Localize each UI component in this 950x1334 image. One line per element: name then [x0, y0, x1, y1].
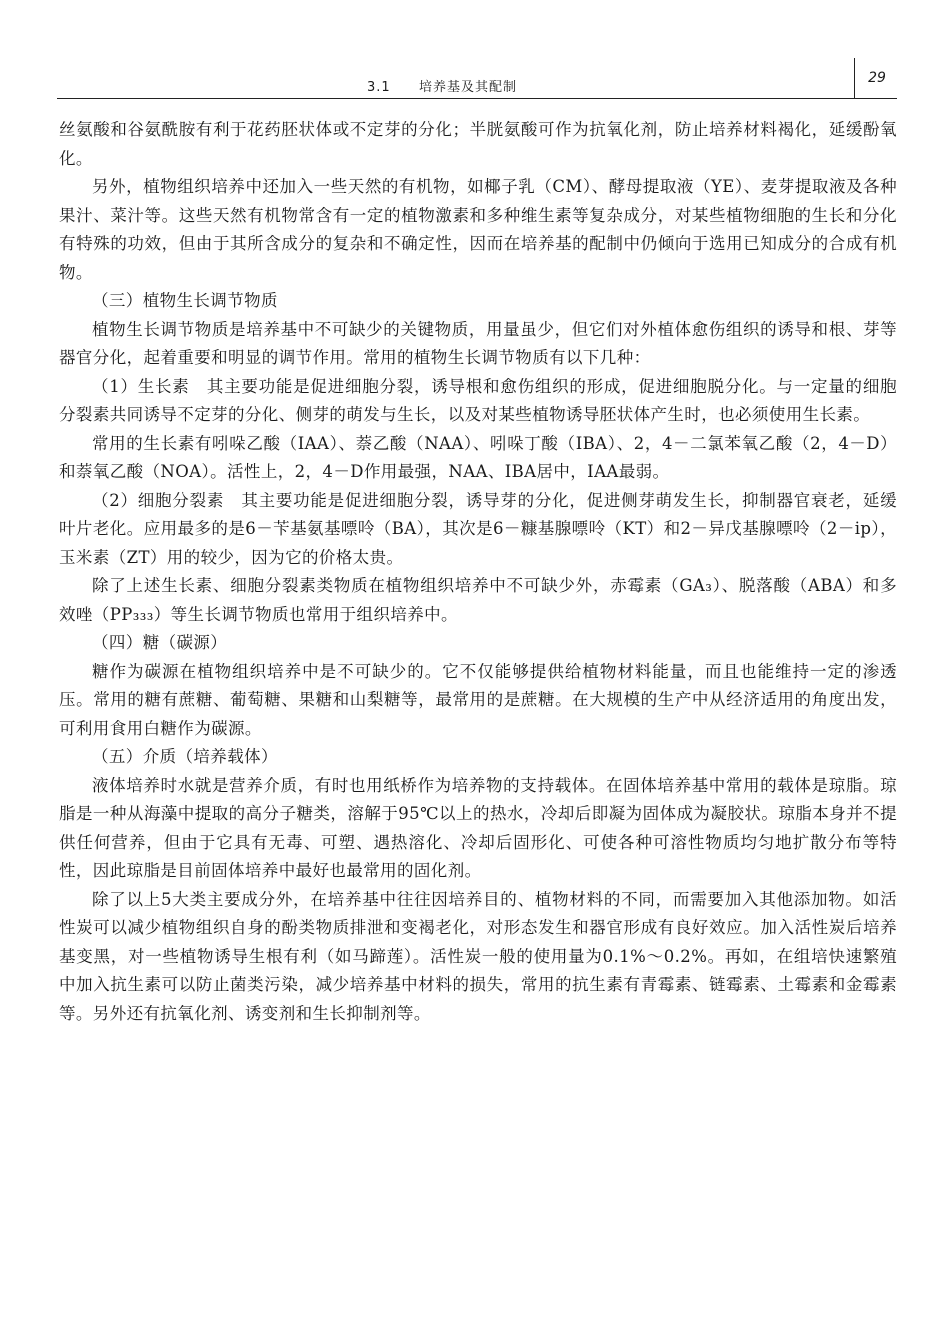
section-title: 培养基及其配制 — [418, 80, 517, 95]
paragraph: 除了上述生长素、细胞分裂素类物质在植物组织培养中不可缺少外，赤霉素（GA₃）、脱落酸（ABA）和多效唑（PP₃₃₃）等生长调节物质也常用于组织培养中。 — [59, 576, 897, 624]
subsection-heading: （三）植物生长调节物质 — [92, 291, 278, 310]
subsection-heading: （五）介质（培养载体） — [92, 747, 278, 766]
section-number: 3.1 — [367, 80, 391, 95]
body-text — [59, 116, 897, 1028]
header-section-title — [367, 76, 517, 95]
page-number: 29 — [854, 58, 899, 98]
paragraph: （2）细胞分裂素 其主要功能是促进细胞分裂，诱导芽的分化，促进侧芽萌发生长，抑制器官衰老，延缓叶片老化。应用最多的是6－苄基氨基嘌呤（BA），其次是6－糠基腺嘌呤（KT）和2－异戊基腺嘌呤（2－ip），玉米素（ZT）用的较少，因为它的价格太贵。 — [59, 490, 897, 567]
paragraph: 丝氨酸和谷氨酰胺有利于花药胚状体或不定芽的分化；半胱氨酸可作为抗氧化剂，防止培养材料褐化，延缓酚氧化。 — [59, 120, 897, 168]
paragraph: 液体培养时水就是营养介质，有时也用纸桥作为培养物的支持载体。在固体培养基中常用的载体是琼脂。琼脂是一种从海藻中提取的高分子糖类，溶解于95℃以上的热水，冷却后即凝为固体成为凝胶状。琼脂本身并不提供任何营养，但由于它具有无毒、可塑、遇热溶化、冷却后固形化、可使各种可溶性物质均匀地扩散分布等特性，因此琼脂是目前固体培养中最好也最常用的固化剂。 — [59, 775, 897, 880]
paragraph: 另外，植物组织培养中还加入一些天然的有机物，如椰子乳（CM）、酵母提取液（YE）、麦芽提取液及各种果汁、菜汁等。这些天然有机物常含有一定的植物激素和多种维生素等复杂成分，对某些植物细胞的生长和分化有特殊的功效，但由于其所含成分的复杂和不确定性，因而在培养基的配制中仍倾向于选用已知成分的合成有机物。 — [59, 177, 897, 282]
paragraph: 除了以上5大类主要成分外，在培养基中往往因培养目的、植物材料的不同，而需要加入其他添加物。如活性炭可以减少植物组织自身的酚类物质排泄和变褐老化，对形态发生和器官形成有良好效应。加入活性炭后培养基变黑，对一些植物诱导生根有利（如马蹄莲）。活性炭一般的使用量为0.1%～0.2%。再如，在组培快速繁殖中加入抗生素可以防止菌类污染，减少培养基中材料的损失，常用的抗生素有青霉素、链霉素、土霉素和金霉素等。另外还有抗氧化剂、诱变剂和生长抑制剂等。 — [59, 889, 897, 1023]
paragraph: 糖作为碳源在植物组织培养中是不可缺少的。它不仅能够提供给植物材料能量，而且也能维持一定的渗透压。常用的糖有蔗糖、葡萄糖、果糖和山梨糖等，最常用的是蔗糖。在大规模的生产中从经济适用的角度出发，可利用食用白糖作为碳源。 — [59, 661, 897, 738]
paragraph: 植物生长调节物质是培养基中不可缺少的关键物质，用量虽少，但它们对外植体愈伤组织的诱导和根、芽等器官分化，起着重要和明显的调节作用。常用的植物生长调节物质有以下几种： — [59, 319, 897, 367]
subsection-heading: （四）糖（碳源） — [92, 633, 228, 652]
paragraph: （1）生长素 其主要功能是促进细胞分裂，诱导根和愈伤组织的形成，促进细胞脱分化。与一定量的细胞分裂素共同诱导不定芽的分化、侧芽的萌发与生长，以及对某些植物诱导胚状体产生时，也必须使用生长素。 — [59, 376, 897, 424]
running-header — [57, 58, 897, 99]
paragraph: 常用的生长素有吲哚乙酸（IAA）、萘乙酸（NAA）、吲哚丁酸（IBA）、2，4－二氯苯氧乙酸（2，4－D）和萘氧乙酸（NOA）。活性上，2，4－D作用最强，NAA、IBA居中，IAA最弱。 — [59, 433, 897, 481]
